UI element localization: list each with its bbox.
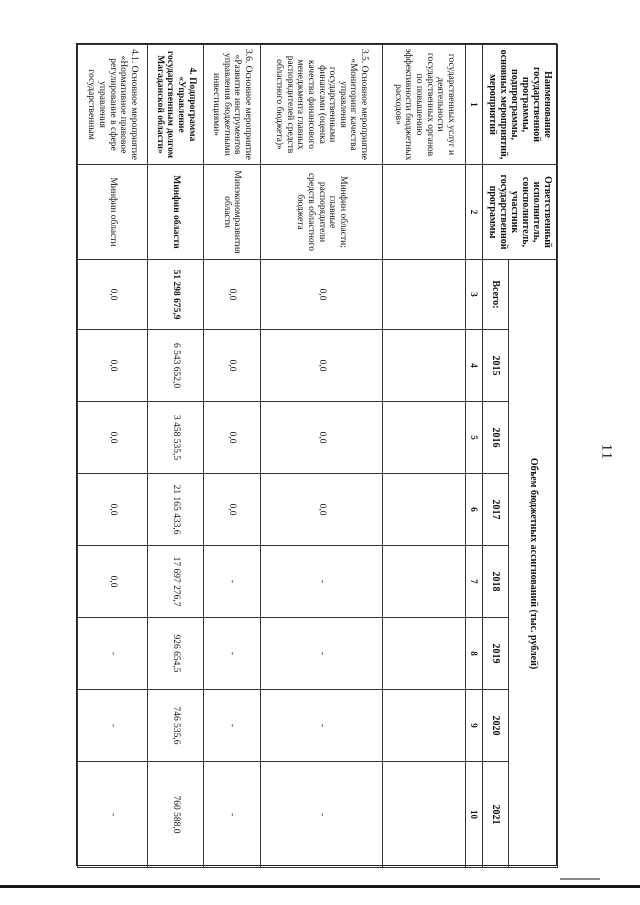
row-value	[382, 402, 465, 474]
row-value: 0,0	[260, 402, 382, 474]
row-value: 760 588,0	[147, 762, 203, 868]
row-name: 3.6. Основное мероприятие «Развитие инструментов управления бюджетными инвестициями»	[204, 45, 260, 165]
row-value: -	[260, 762, 382, 868]
row-value: 6 543 652,0	[147, 330, 203, 402]
header-budget-title: Объем бюджетных ассигнований (тыс. рублей)	[509, 260, 558, 868]
column-number: 9	[465, 690, 482, 762]
row-value: -	[78, 690, 148, 762]
row-value	[382, 618, 465, 690]
column-number: 3	[465, 260, 482, 330]
row-value: 0,0	[78, 402, 148, 474]
table-row	[147, 45, 203, 868]
header-responsible: Ответственный исполнитель, соисполнитель, участник государственной программы	[482, 165, 557, 260]
header-name: Наименование государственной программы, подпрограммы, основных мероприятий, мероприятий	[482, 45, 557, 165]
header-year: 2021	[482, 762, 508, 868]
row-value	[382, 474, 465, 546]
header-year: 2020	[482, 690, 508, 762]
row-value: 926 654,5	[147, 618, 203, 690]
row-value: -	[204, 618, 260, 690]
header-year: 2019	[482, 618, 508, 690]
column-number-row	[465, 45, 482, 868]
budget-table	[77, 44, 558, 868]
row-value: 21 165 433,6	[147, 474, 203, 546]
row-responsible: Минфин области	[147, 165, 203, 260]
row-value: 0,0	[260, 330, 382, 402]
column-number: 4	[465, 330, 482, 402]
row-value: -	[260, 618, 382, 690]
table-row	[78, 45, 148, 868]
header-year: 2015	[482, 330, 508, 402]
row-value: -	[204, 690, 260, 762]
table-stage	[77, 44, 558, 867]
row-value	[382, 762, 465, 868]
row-name: 4.1. Основное мероприятие «Нормативное правовое регулирование в сфере управления государственным	[78, 45, 148, 165]
row-name: 3.5. Основное мероприятие «Мониторинг качества управления государственными финансами (оценка качества финансового менеджмента главных распорядителей средств областного бюджета)»	[260, 45, 382, 165]
row-value: 0,0	[78, 330, 148, 402]
page-number: 11	[598, 443, 615, 461]
row-name: государственных услуг и деятельности государственных органов по повышению эффективности бюджетных расходов»	[382, 45, 465, 165]
row-value: 0,0	[204, 330, 260, 402]
row-value: -	[260, 690, 382, 762]
row-value	[382, 546, 465, 618]
row-value: -	[78, 762, 148, 868]
row-value	[382, 690, 465, 762]
scan-mark	[560, 878, 600, 880]
row-responsible: Минфин области; главные распорядители средств областного бюджета	[260, 165, 382, 260]
row-value: 0,0	[78, 474, 148, 546]
column-number: 8	[465, 618, 482, 690]
column-number: 6	[465, 474, 482, 546]
table-row	[204, 45, 260, 868]
rotated-table-frame	[76, 43, 557, 866]
header-year: 2018	[482, 546, 508, 618]
header-year: 2017	[482, 474, 508, 546]
row-value: -	[204, 546, 260, 618]
column-number: 10	[465, 762, 482, 868]
row-value: 0,0	[260, 474, 382, 546]
column-number: 5	[465, 402, 482, 474]
row-value: 0,0	[204, 474, 260, 546]
table-row	[382, 45, 465, 868]
row-value: 746 535,6	[147, 690, 203, 762]
table-row	[260, 45, 382, 868]
row-value: 0,0	[260, 260, 382, 330]
row-name: 4. Подпрограмма «Управление государственным долгом Магаданской области»	[147, 45, 203, 165]
row-value: -	[78, 618, 148, 690]
header-year: 2016	[482, 402, 508, 474]
row-value: 0,0	[204, 402, 260, 474]
column-number: 7	[465, 546, 482, 618]
row-value: 0,0	[78, 260, 148, 330]
row-value	[382, 260, 465, 330]
row-value: 17 697 276,7	[147, 546, 203, 618]
header-row-1	[509, 45, 558, 868]
column-number: 1	[465, 45, 482, 165]
row-value	[382, 330, 465, 402]
column-number: 2	[465, 165, 482, 260]
row-responsible: Минфин области	[78, 165, 148, 260]
row-responsible: Минэкономразвития области	[204, 165, 260, 260]
row-responsible	[382, 165, 465, 260]
row-value: 0,0	[78, 546, 148, 618]
row-value: 51 298 675,9	[147, 260, 203, 330]
row-value: 3 458 535,5	[147, 402, 203, 474]
row-value: -	[204, 762, 260, 868]
row-value: 0,0	[204, 260, 260, 330]
row-value: -	[260, 546, 382, 618]
header-total: Всего:	[482, 260, 508, 330]
scan-border	[0, 885, 640, 888]
